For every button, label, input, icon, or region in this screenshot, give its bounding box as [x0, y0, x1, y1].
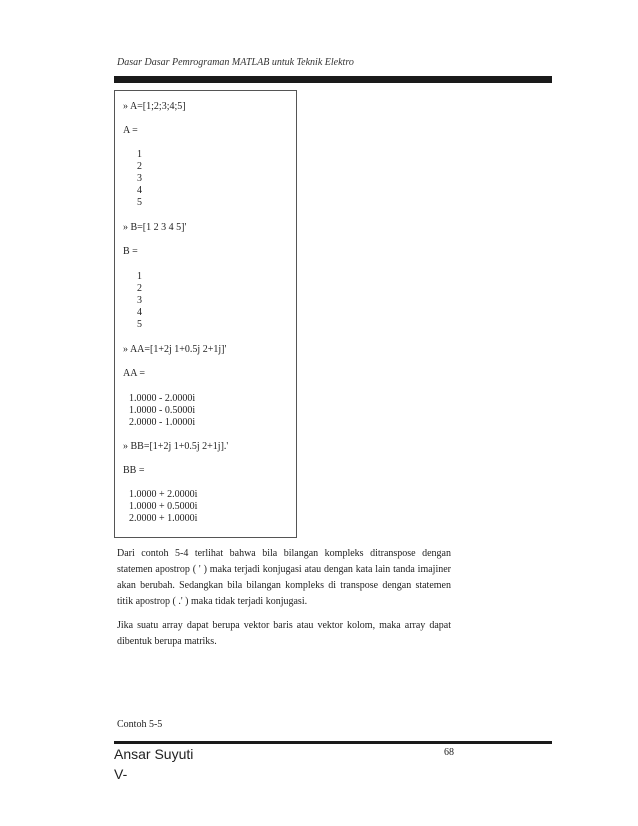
code-line: 4: [137, 307, 142, 318]
code-line: 2: [137, 161, 142, 172]
code-line: 1.0000 - 0.5000i: [129, 405, 196, 416]
code-box: [114, 90, 297, 538]
code-line: 1: [137, 149, 142, 160]
code-line: 1.0000 + 2.0000i: [129, 489, 198, 500]
code-line: A =: [123, 125, 138, 136]
code-line: B =: [123, 246, 138, 257]
code-line: 5: [137, 197, 142, 208]
code-line: 2.0000 + 1.0000i: [129, 513, 198, 524]
body-paragraph: Dari contoh 5-4 terlihat bahwa bila bilangan kompleks ditranspose dengan statemen apostrop ( ' ) maka terjadi konjugasi atau dengan kata lain tanda imajiner akan berubah. Sedangkan bila bilangan kompleks di transpose dengan statemen titik apostrop ( .' ) maka tidak terjadi konjugasi.: [117, 548, 451, 607]
code-line: 3: [137, 295, 142, 306]
header-rule: [114, 76, 552, 83]
code-line: BB =: [123, 465, 145, 476]
code-line: 5: [137, 319, 142, 330]
body-paragraph: Jika suatu array dapat berupa vektor baris atau vektor kolom, maka array dapat dibentuk berupa matriks.: [117, 620, 451, 647]
code-line: 4: [137, 185, 142, 196]
code-line: AA =: [123, 368, 146, 379]
code-line: 3: [137, 173, 142, 184]
code-line: » BB=[1+2j 1+0.5j 2+1j].': [123, 441, 229, 452]
code-line: 1.0000 + 0.5000i: [129, 501, 198, 512]
code-line: 2.0000 - 1.0000i: [129, 417, 196, 428]
code-line: » B=[1 2 3 4 5]': [123, 222, 187, 233]
code-line: 1: [137, 271, 142, 282]
code-line: » A=[1;2;3;4;5]: [123, 101, 186, 112]
author-suffix: V-: [114, 766, 128, 782]
code-line: 1.0000 - 2.0000i: [129, 393, 196, 404]
page-header-title: Dasar Dasar Pemrograman MATLAB untuk Teknik Elektro: [117, 57, 354, 68]
footer-author: [114, 744, 193, 784]
page-number: 68: [444, 747, 454, 758]
author-name: Ansar Suyuti: [114, 746, 194, 762]
code-line: » AA=[1+2j 1+0.5j 2+1j]': [123, 344, 227, 355]
example-label: Contoh 5-5: [117, 719, 163, 730]
code-line: 2: [137, 283, 142, 294]
